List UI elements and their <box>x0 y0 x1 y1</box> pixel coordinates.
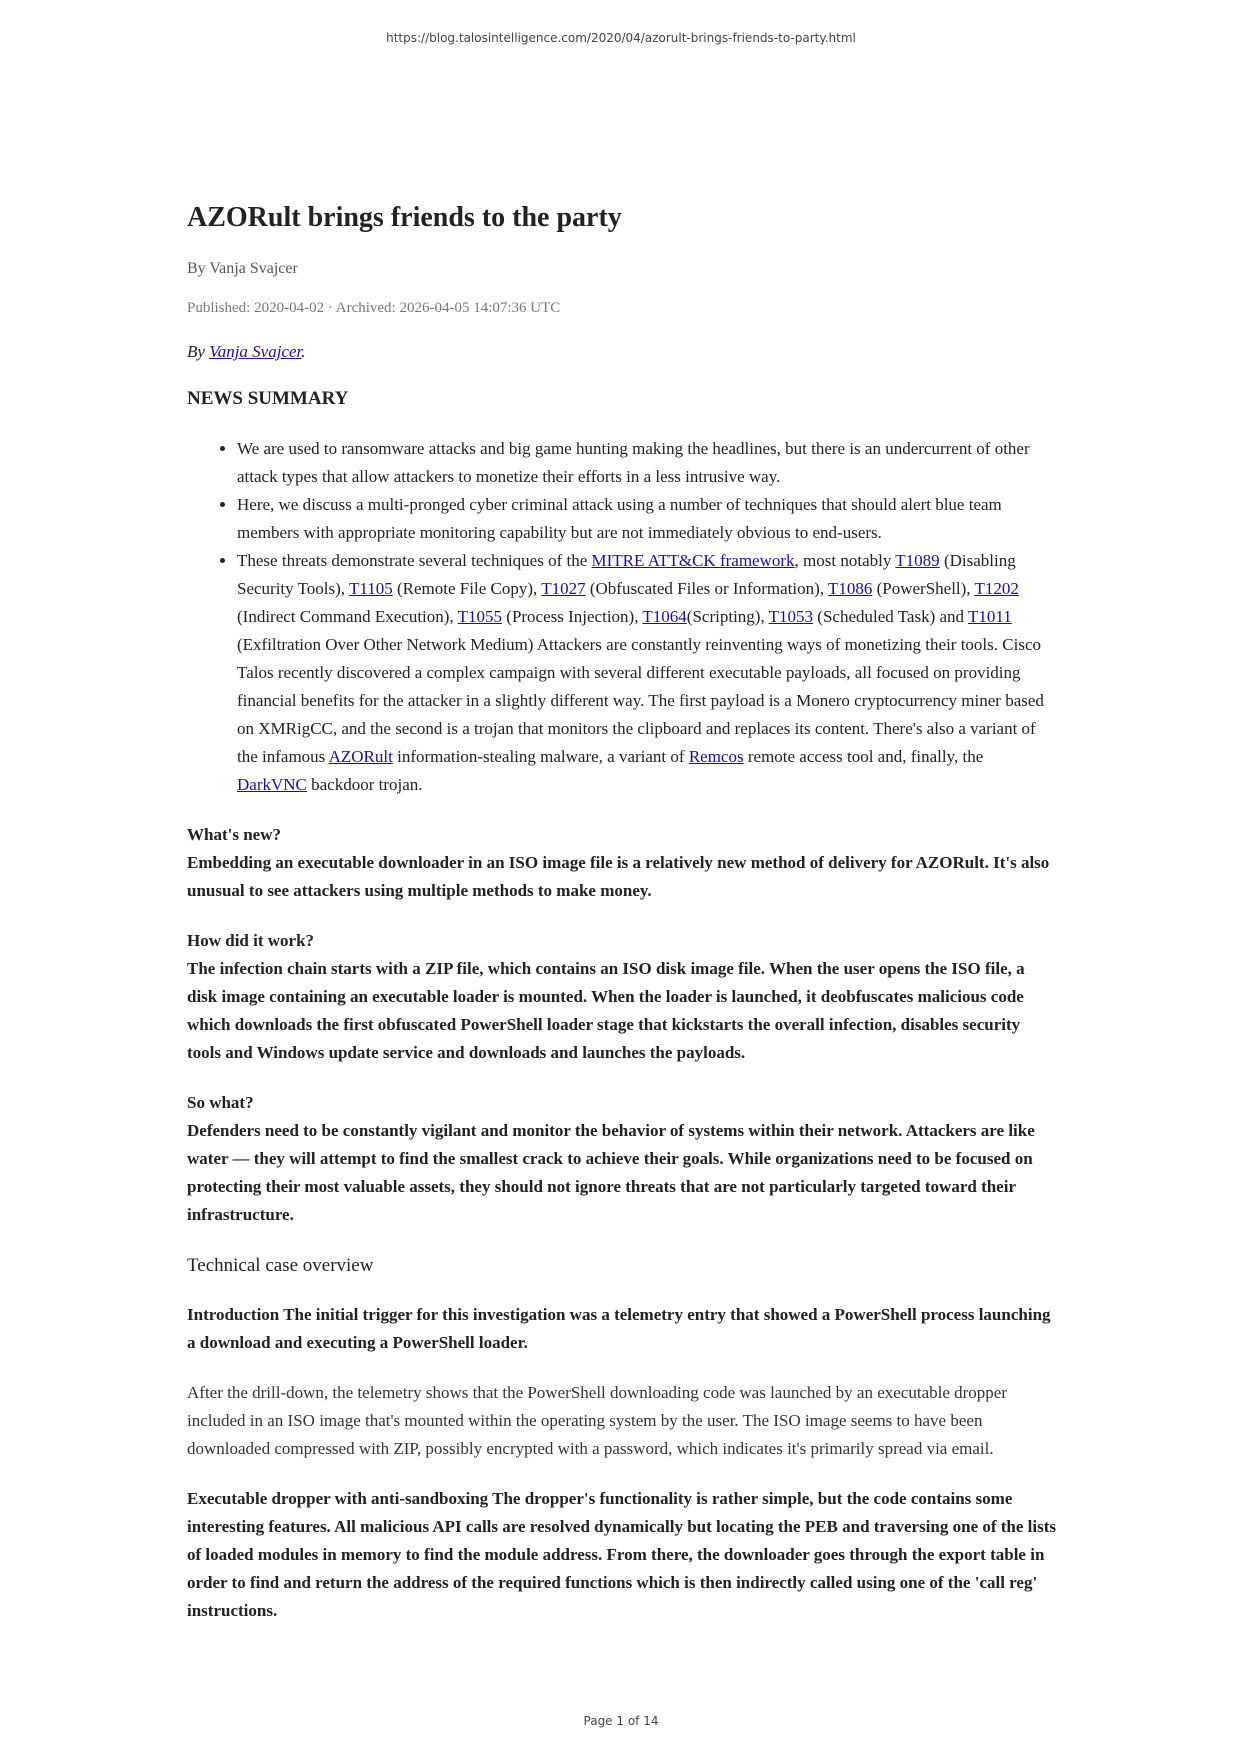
t1027-link[interactable]: T1027 <box>541 579 586 598</box>
author-suffix: . <box>301 342 306 361</box>
how-it-worked-text: The infection chain starts with a ZIP file, which contains an ISO disk image file. When the user opens the ISO file, a disk image containing an executable loader is mounted. When the loader is launched, it deobfuscates malicious code which downloads the first obfuscated PowerShell loader stage that kickstarts the overall infection, disables security tools and Windows update service and downloads and launches the payloads. <box>187 959 1025 1062</box>
bullet3-text: information-stealing malware, a variant of <box>392 747 689 766</box>
bullet3-text: (Scheduled Task) and <box>813 607 968 626</box>
article-content <box>187 200 1057 1625</box>
bullet3-text: (Indirect Command Execution), <box>237 607 458 626</box>
mitre-attack-link[interactable]: MITRE ATT&CK framework <box>591 551 795 570</box>
bullet3-text: (Scripting), <box>686 607 769 626</box>
summary-bullet-1: • We are used to ransomware attacks and big game hunting making the headlines, but there is an undercurrent of other attack types that allow attackers to monetize their efforts in a less intrusive way. <box>237 435 1057 491</box>
t1105-link[interactable]: T1105 <box>349 579 393 598</box>
so-what-heading: So what? <box>187 1093 254 1112</box>
t1053-link[interactable]: T1053 <box>768 607 814 626</box>
t1055-link[interactable]: T1055 <box>457 607 503 626</box>
bullet3-text: (Exfiltration Over Other Network Medium) Attackers are constantly reinventing ways of monetizing their tools. Cisco Talos recently discovered a complex campaign with several different executable payloads, all focused on providing financial benefits for the attacker in a slightly different way. The first payload is a Monero cryptocurrency miner based on XMRigCC, and the second is a trojan that monitors the clipboard and replaces its content. There's also a variant of the infamous <box>237 635 1044 766</box>
technical-overview-heading: Technical case overview <box>187 1255 374 1276</box>
bullet3-text: (Obfuscated Files or Information), <box>585 579 828 598</box>
news-summary-heading: NEWS SUMMARY <box>187 388 349 409</box>
technical-drilldown: After the drill-down, the telemetry shows that the PowerShell downloading code was launched by an executable dropper included in an ISO image that's mounted within the operating system by the user. The ISO image seems to have been downloaded compressed with ZIP, possibly encrypted with a password, which indicates it's primarily spread via email. <box>187 1383 1008 1458</box>
bullet3-text: (Process Injection), <box>502 607 643 626</box>
article-title: AZORult brings friends to the party <box>187 202 622 233</box>
whats-new-section <box>187 821 1057 905</box>
bullet3-text: (Disabling Security Tools), <box>237 551 1016 598</box>
page-number: Page 1 of 14 <box>583 1714 659 1728</box>
technical-intro: Introduction The initial trigger for this investigation was a telemetry entry that showed a PowerShell process launching a download and executing a PowerShell loader. <box>187 1305 1051 1352</box>
bullet3-text: (Remote File Copy), <box>392 579 542 598</box>
article-meta: Published: 2020-04-02 · Archived: 2026-04-05 14:07:36 UTC <box>187 300 561 316</box>
darkvnc-link[interactable]: DarkVNC <box>237 775 307 794</box>
so-what-text: Defenders need to be constantly vigilant and monitor the behavior of systems within their network. Attackers are like water — they will attempt to find the smallest crack to achieve their goals. While organizations need to be focused on protecting their most valuable assets, they should not ignore threats that are not particularly targeted toward their infrastructure. <box>187 1121 1035 1224</box>
t1086-link[interactable]: T1086 <box>827 579 873 598</box>
t1089-link[interactable]: T1089 <box>895 551 940 570</box>
whats-new-text: Embedding an executable downloader in an ISO image file is a relatively new method of delivery for AZORult. It's also unusual to see attackers using multiple methods to make money. <box>187 853 1050 900</box>
page-url-header: https://blog.talosintelligence.com/2020/04/azorult-brings-friends-to-party.html <box>386 31 856 45</box>
bullet3-text: remote access tool and, finally, the <box>743 747 984 766</box>
bullet3-text: These threats demonstrate several techniques of the <box>237 551 592 570</box>
author-link[interactable]: Vanja Svajcer <box>209 342 302 361</box>
technical-dropper: Executable dropper with anti-sandboxing The dropper's functionality is rather simple, but the code contains some interesting features. All malicious API calls are resolved dynamically but locating the PEB and traversing one of the lists of loaded modules in memory to find the module address. From there, the downloader goes through the export table in order to find and return the address of the required functions which is then indirectly called using one of the 'call reg' instructions. <box>187 1489 1057 1620</box>
so-what-section <box>187 1089 1057 1229</box>
author-prefix: By <box>187 342 210 361</box>
t1011-link[interactable]: T1011 <box>967 607 1012 626</box>
whats-new-heading: What's new? <box>187 825 281 844</box>
how-it-worked-heading: How did it work? <box>187 931 315 950</box>
bullet3-text: , most notably <box>794 551 896 570</box>
t1202-link[interactable]: T1202 <box>974 579 1019 598</box>
summary-bullet-3 <box>237 547 1057 799</box>
azorult-link[interactable]: AZORult <box>328 747 393 766</box>
bullet3-text: (PowerShell), <box>872 579 975 598</box>
remcos-link[interactable]: Remcos <box>688 747 744 766</box>
how-it-worked-section <box>187 927 1057 1067</box>
author-credit <box>187 340 1057 364</box>
article-byline: By Vanja Svajcer <box>187 260 298 277</box>
summary-bullet-2: • Here, we discuss a multi-pronged cyber criminal attack using a number of techniques that should alert blue team members with appropriate monitoring capability but are not immediately obvious to end-users. <box>237 491 1057 547</box>
t1064-link[interactable]: T1064 <box>642 607 687 626</box>
bullet3-text: backdoor trojan. <box>306 775 423 794</box>
news-summary-list <box>187 435 1057 799</box>
